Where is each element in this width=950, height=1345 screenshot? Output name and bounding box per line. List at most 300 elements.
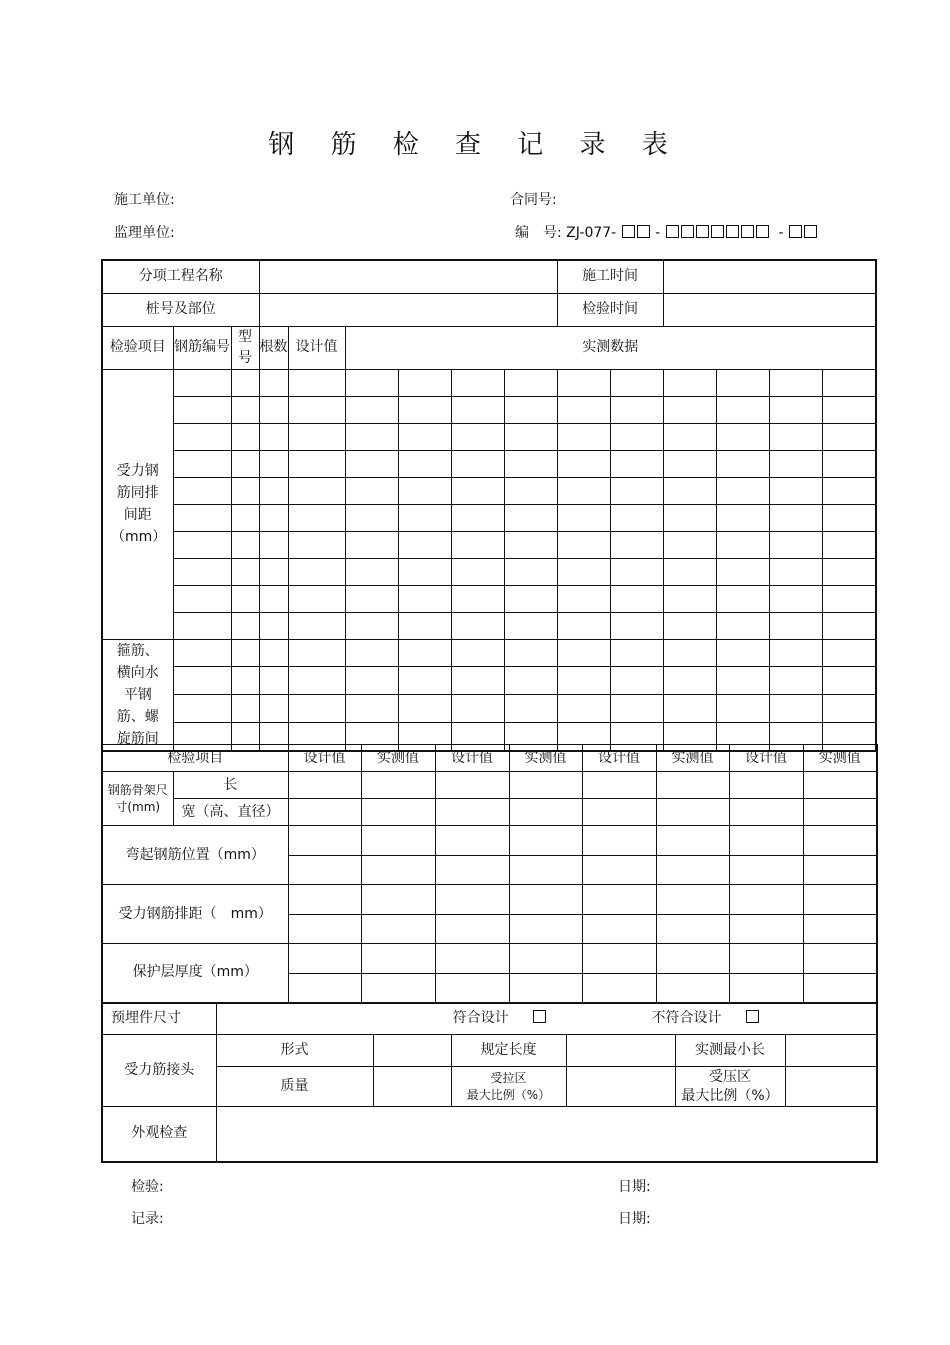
data-cell[interactable] [663, 396, 716, 423]
table-row [102, 639, 876, 667]
data-cell[interactable] [729, 944, 803, 974]
data-cell[interactable] [663, 639, 716, 667]
data-cell[interactable] [769, 477, 822, 504]
table-row [102, 504, 876, 531]
t2-measured-header: 实测值 [361, 745, 435, 772]
data-cell[interactable] [451, 639, 504, 667]
data-cell[interactable] [398, 667, 451, 695]
data-cell[interactable] [504, 423, 557, 450]
data-cell[interactable] [663, 369, 716, 396]
data-cell[interactable] [231, 639, 259, 667]
data-cell[interactable] [398, 558, 451, 585]
data-cell[interactable] [504, 477, 557, 504]
data-cell[interactable] [716, 369, 769, 396]
data-cell[interactable] [557, 558, 610, 585]
data-cell[interactable] [288, 396, 345, 423]
data-cell[interactable] [451, 612, 504, 639]
data-cell[interactable] [716, 450, 769, 477]
construction-time-value[interactable] [663, 260, 876, 293]
data-cell[interactable] [769, 612, 822, 639]
data-cell[interactable] [345, 477, 398, 504]
data-cell[interactable] [398, 695, 451, 723]
t2-design-header: 设计值 [729, 745, 803, 772]
data-cell[interactable] [822, 396, 876, 423]
group-stirrups [102, 639, 876, 751]
data-cell[interactable] [557, 531, 610, 558]
data-cell[interactable] [656, 856, 729, 885]
data-cell[interactable] [509, 799, 582, 826]
data-cell[interactable] [663, 477, 716, 504]
data-cell[interactable] [288, 695, 345, 723]
pile-location-value[interactable] [259, 293, 557, 326]
data-cell[interactable] [656, 826, 729, 856]
form-value[interactable] [373, 1035, 451, 1067]
record-label: 记录: [131, 1211, 164, 1227]
data-cell[interactable] [656, 944, 729, 974]
data-cell[interactable] [509, 826, 582, 856]
embedded-size-label: 预埋件尺寸 [102, 1003, 216, 1035]
data-cell[interactable] [398, 639, 451, 667]
data-cell[interactable] [345, 396, 398, 423]
data-cell[interactable] [435, 885, 509, 915]
data-cell[interactable] [173, 612, 231, 639]
data-cell[interactable] [803, 799, 877, 826]
data-cell[interactable] [398, 585, 451, 612]
data-cell[interactable] [173, 558, 231, 585]
data-cell[interactable] [173, 396, 231, 423]
data-cell[interactable] [729, 799, 803, 826]
data-cell[interactable] [610, 639, 663, 667]
data-cell[interactable] [288, 772, 361, 799]
data-cell[interactable] [610, 585, 663, 612]
data-cell[interactable] [173, 531, 231, 558]
inspection-time-value[interactable] [663, 293, 876, 326]
data-cell[interactable] [803, 772, 877, 799]
data-cell[interactable] [504, 396, 557, 423]
conform-label: 符合设计 [452, 1010, 509, 1026]
table-row [102, 477, 876, 504]
group-spacing-label: 受力钢筋同排间距（mm） [102, 369, 173, 639]
data-cell[interactable] [803, 856, 877, 885]
data-cell[interactable] [451, 423, 504, 450]
data-cell[interactable] [288, 856, 361, 885]
compression-zone-value[interactable] [785, 1067, 877, 1107]
data-cell[interactable] [504, 695, 557, 723]
data-cell[interactable] [451, 477, 504, 504]
data-cell[interactable] [173, 695, 231, 723]
data-cell[interactable] [288, 504, 345, 531]
data-cell[interactable] [173, 450, 231, 477]
data-cell[interactable] [345, 558, 398, 585]
data-cell[interactable] [345, 667, 398, 695]
data-cell[interactable] [716, 667, 769, 695]
data-cell[interactable] [345, 531, 398, 558]
data-cell[interactable] [822, 667, 876, 695]
data-cell[interactable] [231, 531, 259, 558]
data-cell[interactable] [451, 531, 504, 558]
data-cell[interactable] [582, 856, 656, 885]
data-cell[interactable] [435, 974, 509, 1003]
data-cell[interactable] [173, 504, 231, 531]
data-cell[interactable] [656, 772, 729, 799]
data-cell[interactable] [231, 667, 259, 695]
data-cell[interactable] [557, 504, 610, 531]
data-cell[interactable] [769, 531, 822, 558]
data-cell[interactable] [582, 944, 656, 974]
data-cell[interactable] [288, 558, 345, 585]
data-cell[interactable] [288, 667, 345, 695]
data-cell[interactable] [729, 826, 803, 856]
data-cell[interactable] [361, 944, 435, 974]
data-cell[interactable] [288, 369, 345, 396]
data-cell[interactable] [822, 369, 876, 396]
data-cell[interactable] [557, 667, 610, 695]
table-row [102, 396, 876, 423]
data-cell[interactable] [610, 477, 663, 504]
data-cell[interactable] [361, 826, 435, 856]
data-cell[interactable] [822, 423, 876, 450]
tension-zone-value[interactable] [566, 1067, 675, 1107]
inspection-table-dimensions [101, 744, 878, 1004]
data-cell[interactable] [582, 799, 656, 826]
data-cell[interactable] [822, 504, 876, 531]
data-cell[interactable] [656, 799, 729, 826]
data-cell[interactable] [504, 504, 557, 531]
data-cell[interactable] [288, 885, 361, 915]
data-cell[interactable] [361, 856, 435, 885]
data-cell[interactable] [435, 944, 509, 974]
data-cell[interactable] [803, 885, 877, 915]
data-cell[interactable] [663, 423, 716, 450]
data-cell[interactable] [582, 974, 656, 1003]
data-cell[interactable] [582, 772, 656, 799]
data-cell[interactable] [729, 974, 803, 1003]
t2-design-header: 设计值 [288, 745, 361, 772]
data-cell[interactable] [557, 639, 610, 667]
data-cell[interactable] [504, 667, 557, 695]
data-cell[interactable] [288, 826, 361, 856]
measured-min-length-value[interactable] [785, 1035, 877, 1067]
data-cell[interactable] [803, 944, 877, 974]
data-cell[interactable] [769, 558, 822, 585]
table-row [102, 369, 876, 396]
data-cell[interactable] [361, 772, 435, 799]
data-cell[interactable] [582, 826, 656, 856]
data-cell[interactable] [769, 695, 822, 723]
data-cell[interactable] [663, 558, 716, 585]
data-cell[interactable] [610, 396, 663, 423]
data-cell[interactable] [451, 695, 504, 723]
data-cell[interactable] [504, 585, 557, 612]
data-cell[interactable] [769, 450, 822, 477]
data-cell[interactable] [557, 396, 610, 423]
data-cell[interactable] [288, 974, 361, 1003]
data-cell[interactable] [435, 799, 509, 826]
data-cell[interactable] [451, 450, 504, 477]
appearance-label: 外观检查 [102, 1107, 216, 1162]
data-cell[interactable] [716, 477, 769, 504]
data-cell[interactable] [361, 799, 435, 826]
data-cell[interactable] [288, 639, 345, 667]
width-label: 宽（高、直径） [173, 799, 288, 826]
data-cell[interactable] [557, 612, 610, 639]
data-cell[interactable] [822, 477, 876, 504]
t2-measured-header: 实测值 [656, 745, 729, 772]
data-cell[interactable] [173, 667, 231, 695]
data-cell[interactable] [173, 477, 231, 504]
data-cell[interactable] [259, 396, 288, 423]
data-cell[interactable] [610, 423, 663, 450]
data-cell[interactable] [361, 885, 435, 915]
specified-length-value[interactable] [566, 1035, 675, 1067]
data-cell[interactable] [259, 695, 288, 723]
data-cell[interactable] [435, 856, 509, 885]
data-cell[interactable] [361, 915, 435, 944]
data-cell[interactable] [231, 612, 259, 639]
data-cell[interactable] [398, 396, 451, 423]
data-cell[interactable] [716, 585, 769, 612]
data-cell[interactable] [822, 558, 876, 585]
data-cell[interactable] [610, 369, 663, 396]
data-cell[interactable] [231, 369, 259, 396]
data-cell[interactable] [716, 504, 769, 531]
data-cell[interactable] [451, 504, 504, 531]
data-cell[interactable] [435, 915, 509, 944]
data-cell[interactable] [509, 974, 582, 1003]
data-cell[interactable] [769, 504, 822, 531]
appearance-value[interactable] [216, 1107, 877, 1162]
data-cell[interactable] [259, 639, 288, 667]
data-cell[interactable] [288, 612, 345, 639]
measured-min-length-label: 实测最小长 [675, 1035, 785, 1067]
data-cell[interactable] [610, 558, 663, 585]
group-stirrups-label: 箍筋、横向水平钢筋、螺旋筋间 [102, 639, 173, 751]
data-cell[interactable] [259, 667, 288, 695]
data-cell[interactable] [716, 423, 769, 450]
data-cell[interactable] [822, 531, 876, 558]
data-cell[interactable] [504, 612, 557, 639]
data-cell[interactable] [663, 450, 716, 477]
data-cell[interactable] [716, 695, 769, 723]
data-cell[interactable] [361, 974, 435, 1003]
data-cell[interactable] [769, 639, 822, 667]
data-cell[interactable] [173, 585, 231, 612]
data-cell[interactable] [729, 885, 803, 915]
data-cell[interactable] [259, 531, 288, 558]
data-cell[interactable] [822, 612, 876, 639]
data-cell[interactable] [769, 585, 822, 612]
data-cell[interactable] [663, 585, 716, 612]
inspect-label: 检验: [131, 1179, 164, 1195]
sub-project-name-value[interactable] [259, 260, 557, 293]
data-cell[interactable] [504, 531, 557, 558]
data-cell[interactable] [509, 772, 582, 799]
data-cell[interactable] [259, 558, 288, 585]
data-cell[interactable] [716, 612, 769, 639]
data-cell[interactable] [259, 369, 288, 396]
table-row [102, 612, 876, 639]
data-cell[interactable] [345, 695, 398, 723]
data-cell[interactable] [259, 423, 288, 450]
data-cell[interactable] [557, 585, 610, 612]
data-cell[interactable] [716, 531, 769, 558]
data-cell[interactable] [231, 450, 259, 477]
data-cell[interactable] [398, 450, 451, 477]
data-cell[interactable] [451, 585, 504, 612]
data-cell[interactable] [231, 423, 259, 450]
code-label: 编 号: [515, 225, 562, 241]
col-bar-no-header: 钢筋编号 [173, 326, 231, 369]
data-cell[interactable] [398, 612, 451, 639]
data-cell[interactable] [345, 639, 398, 667]
data-cell[interactable] [769, 667, 822, 695]
data-cell[interactable] [716, 558, 769, 585]
data-cell[interactable] [716, 396, 769, 423]
data-cell[interactable] [259, 585, 288, 612]
data-cell[interactable] [769, 369, 822, 396]
data-cell[interactable] [509, 856, 582, 885]
data-cell[interactable] [288, 477, 345, 504]
data-cell[interactable] [345, 585, 398, 612]
contract-no-label: 合同号: [510, 192, 557, 208]
data-cell[interactable] [557, 695, 610, 723]
data-cell[interactable] [345, 612, 398, 639]
data-cell[interactable] [231, 695, 259, 723]
date-label-2: 日期: [618, 1211, 651, 1227]
data-cell[interactable] [231, 558, 259, 585]
data-cell[interactable] [663, 531, 716, 558]
data-cell[interactable] [435, 826, 509, 856]
data-cell[interactable] [288, 450, 345, 477]
data-cell[interactable] [259, 450, 288, 477]
data-cell[interactable] [557, 477, 610, 504]
data-cell[interactable] [663, 504, 716, 531]
date-label-1: 日期: [618, 1179, 651, 1195]
data-cell[interactable] [435, 772, 509, 799]
data-cell[interactable] [803, 826, 877, 856]
conform-checkbox[interactable] [533, 1010, 546, 1023]
data-cell[interactable] [509, 944, 582, 974]
col-type-header: 型号 [231, 326, 259, 369]
data-cell[interactable] [259, 477, 288, 504]
not-conform-checkbox[interactable] [746, 1010, 759, 1023]
data-cell[interactable] [398, 477, 451, 504]
data-cell[interactable] [288, 799, 361, 826]
data-cell[interactable] [656, 974, 729, 1003]
data-cell[interactable] [231, 585, 259, 612]
data-cell[interactable] [509, 915, 582, 944]
data-cell[interactable] [509, 885, 582, 915]
data-cell[interactable] [398, 369, 451, 396]
compression-max-ratio-label: 最大比例（%） [681, 1087, 779, 1104]
data-cell[interactable] [231, 477, 259, 504]
table-row [102, 450, 876, 477]
data-cell[interactable] [663, 667, 716, 695]
t2-measured-header: 实测值 [509, 745, 582, 772]
data-cell[interactable] [345, 504, 398, 531]
data-cell[interactable] [231, 504, 259, 531]
data-cell[interactable] [582, 885, 656, 915]
t2-col-item-header: 检验项目 [102, 745, 288, 772]
page-title: 钢 筋 检 查 记 录 表 [268, 130, 682, 160]
data-cell[interactable] [451, 667, 504, 695]
data-cell[interactable] [663, 612, 716, 639]
data-cell[interactable] [345, 450, 398, 477]
group-spacing [102, 369, 876, 639]
data-cell[interactable] [345, 369, 398, 396]
data-cell[interactable] [803, 974, 877, 1003]
data-cell[interactable] [716, 639, 769, 667]
data-cell[interactable] [729, 856, 803, 885]
data-cell[interactable] [610, 695, 663, 723]
data-cell[interactable] [231, 396, 259, 423]
data-cell[interactable] [822, 450, 876, 477]
col-item-header: 检验项目 [102, 326, 173, 369]
data-cell[interactable] [288, 423, 345, 450]
tension-zone-label: 受拉区 [490, 1070, 527, 1085]
data-cell[interactable] [398, 504, 451, 531]
data-cell[interactable] [557, 369, 610, 396]
data-cell[interactable] [769, 396, 822, 423]
data-cell[interactable] [259, 504, 288, 531]
form-label: 形式 [216, 1035, 373, 1067]
data-cell[interactable] [173, 369, 231, 396]
data-cell[interactable] [288, 915, 361, 944]
data-cell[interactable] [663, 695, 716, 723]
data-cell[interactable] [504, 639, 557, 667]
data-cell[interactable] [656, 915, 729, 944]
data-cell[interactable] [451, 369, 504, 396]
data-cell[interactable] [504, 558, 557, 585]
table-row [102, 531, 876, 558]
data-cell[interactable] [822, 639, 876, 667]
data-cell[interactable] [288, 531, 345, 558]
data-cell[interactable] [504, 450, 557, 477]
data-cell[interactable] [398, 531, 451, 558]
data-cell[interactable] [504, 369, 557, 396]
data-cell[interactable] [729, 772, 803, 799]
data-cell[interactable] [822, 695, 876, 723]
data-cell[interactable] [451, 558, 504, 585]
data-cell[interactable] [582, 915, 656, 944]
data-cell[interactable] [822, 585, 876, 612]
data-cell[interactable] [288, 585, 345, 612]
data-cell[interactable] [729, 915, 803, 944]
tension-zone-cell [451, 1067, 566, 1107]
data-cell[interactable] [173, 423, 231, 450]
data-cell[interactable] [345, 423, 398, 450]
col-measured-header: 实测数据 [345, 326, 876, 369]
inspection-table-main [101, 259, 877, 752]
data-cell[interactable] [173, 639, 231, 667]
data-cell[interactable] [259, 612, 288, 639]
data-cell[interactable] [557, 450, 610, 477]
data-cell[interactable] [610, 531, 663, 558]
data-cell[interactable] [769, 423, 822, 450]
data-cell[interactable] [557, 423, 610, 450]
data-cell[interactable] [656, 885, 729, 915]
data-cell[interactable] [610, 504, 663, 531]
data-cell[interactable] [610, 667, 663, 695]
embedded-size-options [216, 1003, 877, 1035]
data-cell[interactable] [288, 944, 361, 974]
data-cell[interactable] [803, 915, 877, 944]
data-cell[interactable] [610, 450, 663, 477]
data-cell[interactable] [451, 396, 504, 423]
data-cell[interactable] [398, 423, 451, 450]
data-cell[interactable] [610, 612, 663, 639]
quality-value[interactable] [373, 1067, 451, 1107]
